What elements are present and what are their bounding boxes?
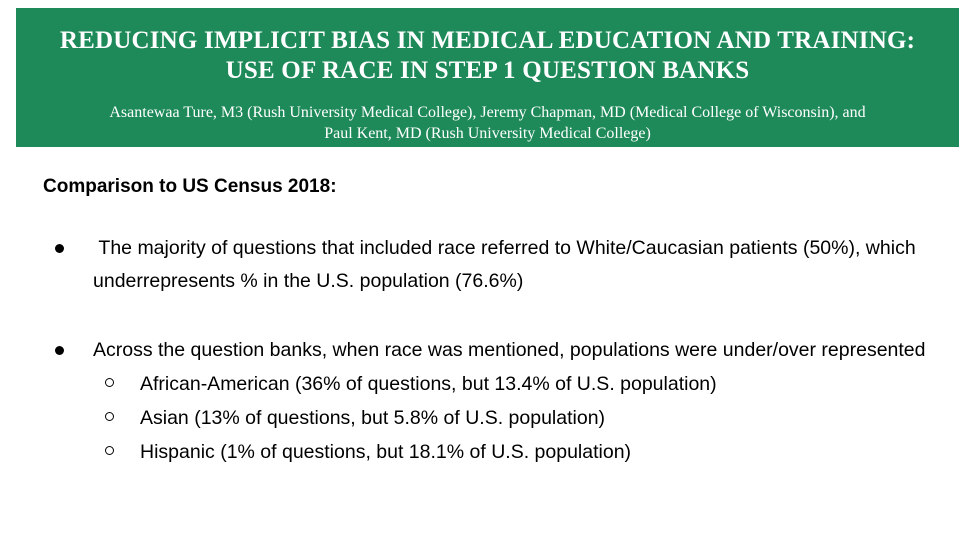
bullet-dot-icon: [55, 244, 64, 253]
poster-title-line-2: USE OF RACE IN STEP 1 QUESTION BANKS: [225, 57, 750, 84]
bullet-dot-icon: [55, 346, 64, 355]
hollow-circle-bullet-icon: [105, 446, 114, 455]
bullet-item-2: [0, 334, 975, 469]
bullet-text: Across the question banks, when race was mentioned, populations were under/over represented: [93, 339, 926, 361]
sub-bullet-text: Asian (13% of questions, but 5.8% of U.S. population): [140, 407, 606, 429]
sub-bullet-item: [0, 435, 975, 469]
sub-bullet-item: [0, 401, 975, 435]
author-list-line-1: Asantewaa Ture, M3 (Rush University Medical College), Jeremy Chapman, MD (Medical College of Wisconsin), and: [109, 104, 866, 121]
title-banner: [16, 8, 959, 147]
sub-bullet-list: [0, 367, 975, 469]
hollow-circle-bullet-icon: [105, 378, 114, 387]
sub-bullet-text: Hispanic (1% of questions, but 18.1% of U.S. population): [140, 441, 632, 463]
bullet-text: The majority of questions that included race referred to White/Caucasian patients (50%), which underrepresents % in the U.S. population (76.6%): [93, 237, 922, 292]
sub-bullet-text: African-American (36% of questions, but 13.4% of U.S. population): [140, 373, 717, 395]
author-list-line-2: Paul Kent, MD (Rush University Medical College): [324, 125, 651, 142]
author-list: [16, 102, 959, 144]
section-heading: Comparison to US Census 2018:: [43, 176, 337, 197]
sub-bullet-item: [0, 367, 975, 401]
poster-title: [16, 26, 959, 86]
bullet-item-1: [0, 232, 975, 298]
hollow-circle-bullet-icon: [105, 412, 114, 421]
poster-title-line-1: REDUCING IMPLICIT BIAS IN MEDICAL EDUCATION AND TRAINING:: [59, 27, 916, 54]
